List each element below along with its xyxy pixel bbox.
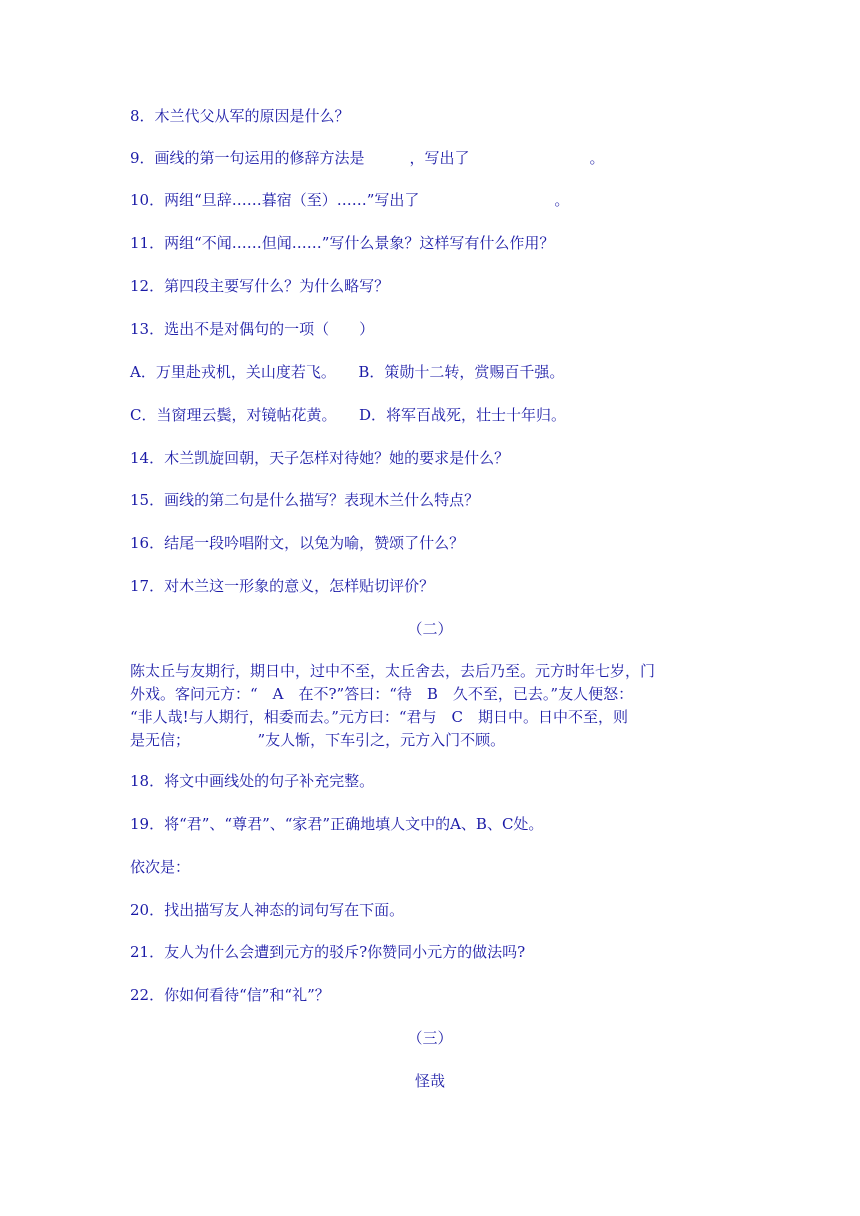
question-12: 12．第四段主要写什么？为什么略写？ — [130, 277, 390, 295]
question-16: 16．结尾一段吟唱附文，以兔为喻，赞颂了什么？ — [130, 534, 465, 552]
passage-line: 外戏。客问元方：“ A 在不?”答曰：“待 B 久不至，已去。”友人便怒： — [130, 685, 634, 703]
passage-line: 陈太丘与友期行，期日中，过中不至，太丘舍去，去后乃至。元方时年七岁，门 — [130, 662, 656, 680]
passage — [130, 661, 740, 753]
passage-line: “非人哉!与人期行，相委而去。”元方曰：“君与 C 期日中。日中不至，则 — [130, 708, 629, 726]
question-22: 22．你如何看待“信”和“礼”？ — [130, 986, 330, 1004]
question-8: 8．木兰代父从军的原因是什么？ — [130, 107, 350, 125]
question-19: 19．将“君”、“尊君”、“家君”正确地填人文中的A、B、C处。 — [130, 815, 544, 833]
question-13: 13．选出不是对偶句的一项（ ） — [130, 320, 375, 338]
question-9: 9．画线的第一句运用的修辞方法是 ，写出了 。 — [130, 149, 605, 167]
answer-order-label: 依次是： — [130, 858, 191, 876]
question-14: 14．木兰凯旋回朝，天子怎样对待她？她的要求是什么？ — [130, 449, 510, 467]
question-18: 18．将文中画线处的句子补充完整。 — [130, 772, 375, 790]
option-a-b: A．万里赴戎机，关山度若飞。 B．策勋十二转，赏赐百千强。 — [130, 363, 565, 381]
section-heading-2: （二） — [407, 620, 453, 638]
passage-line: 是无信； ”友人惭，下车引之，元方入门不顾。 — [130, 731, 506, 749]
question-15: 15．画线的第二句是什么描写？表现木兰什么特点？ — [130, 491, 480, 509]
question-21: 21．友人为什么会遭到元方的驳斥?你赞同小元方的做法吗? — [130, 943, 526, 961]
section-title: 怪哉 — [414, 1072, 445, 1090]
question-10: 10．两组“旦辞……暮宿（至）……”写出了 。 — [130, 191, 570, 209]
section-heading-3: （三） — [407, 1029, 453, 1047]
question-17: 17．对木兰这一形象的意义，怎样贴切评价？ — [130, 577, 435, 595]
option-c-d: C．当窗理云鬓，对镜帖花黄。 D．将军百战死，壮士十年归。 — [130, 406, 567, 424]
question-11: 11．两组“不闻……但闻……”写什么景象？这样写有什么作用？ — [130, 234, 555, 252]
question-20: 20．找出描写友人神态的词句写在下面。 — [130, 901, 405, 919]
